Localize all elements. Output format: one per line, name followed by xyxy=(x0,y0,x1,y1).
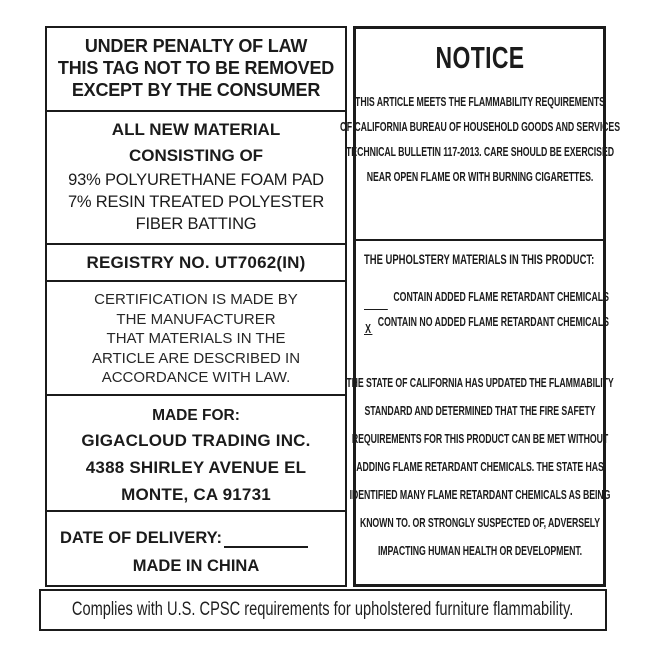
state-paragraph xyxy=(333,369,627,565)
footer-text: Complies with U.S. CPSC requirements for upholstered furniture flammability. xyxy=(72,599,574,620)
materials-content-line: FIBER BATTING xyxy=(135,215,257,233)
footer-bar xyxy=(39,589,607,631)
flame-option-mark-blank: X xyxy=(364,317,372,335)
made-for-line: GIGACLOUD TRADING INC. xyxy=(81,431,311,450)
penalty-line: EXCEPT BY THE CONSUMER xyxy=(71,80,321,100)
state-line: KNOWN TO. OR STRONGLY SUSPECTED OF, ADVERSELY xyxy=(359,516,600,530)
made-for-section xyxy=(47,396,345,512)
notice-line: THIS ARTICLE MEETS THE FLAMMABILITY REQUIREMENTS xyxy=(354,95,605,109)
notice-section xyxy=(339,29,620,241)
right-panel xyxy=(339,26,620,587)
certification-section xyxy=(47,282,345,396)
upholstery-heading: THE UPHOLSTERY MATERIALS IN THIS PRODUCT: xyxy=(364,252,595,267)
made-for-line: 4388 SHIRLEY AVENUE EL xyxy=(85,458,307,477)
made-for-heading: MADE FOR: xyxy=(152,407,240,424)
certification-line: CERTIFICATION IS MADE BY xyxy=(94,291,298,308)
state-line: REQUIREMENTS FOR THIS PRODUCT CAN BE MET WITHOUT xyxy=(351,432,608,446)
notice-title: NOTICE xyxy=(435,40,524,75)
state-line: THE STATE OF CALIFORNIA HAS UPDATED THE FLAMMABILITY xyxy=(345,376,614,390)
registry-number: REGISTRY NO. UT7062(IN) xyxy=(86,252,306,272)
certification-line: THE MANUFACTURER xyxy=(116,310,276,328)
notice-paragraph xyxy=(333,90,627,190)
materials-heading-line: CONSISTING OF xyxy=(128,146,264,165)
materials-section xyxy=(47,112,345,245)
materials-content-line: 7% RESIN TREATED POLYESTER xyxy=(67,193,325,211)
flame-option-text: CONTAIN NO ADDED FLAME RETARDANT CHEMICALS xyxy=(377,315,609,329)
delivery-section xyxy=(47,512,345,585)
made-in-text: MADE IN CHINA xyxy=(132,557,260,575)
state-line: ADDING FLAME RETARDANT CHEMICALS. THE STATE HAS xyxy=(355,460,604,474)
state-line: STANDARD AND DETERMINED THAT THE FIRE SAFETY xyxy=(363,404,596,418)
materials-heading-line: ALL NEW MATERIAL xyxy=(111,120,281,139)
registry-section xyxy=(47,245,345,282)
delivery-date-label: DATE OF DELIVERY: xyxy=(60,529,222,547)
flame-option-row xyxy=(364,310,609,335)
state-line: IMPACTING HUMAN HEALTH OR DEVELOPMENT. xyxy=(377,544,582,558)
penalty-section xyxy=(47,28,345,112)
penalty-line: THIS TAG NOT TO BE REMOVED xyxy=(57,58,335,78)
notice-line: TECHNICAL BULLETIN 117-2013. CARE SHOULD BE EXERCISED xyxy=(345,145,614,159)
certification-line: ARTICLE ARE DESCRIBED IN xyxy=(91,349,301,367)
state-line: IDENTIFIED MANY FLAME RETARDANT CHEMICALS AS BEING xyxy=(349,488,610,502)
certification-line: ACCORDANCE WITH LAW. xyxy=(101,369,291,386)
penalty-line: UNDER PENALTY OF LAW xyxy=(84,36,308,56)
flame-option-text: CONTAIN ADDED FLAME RETARDANT CHEMICALS xyxy=(393,290,609,304)
certification-line: THAT MATERIALS IN THE xyxy=(106,330,286,347)
notice-line: NEAR OPEN FLAME OR WITH BURNING CIGARETTES. xyxy=(366,170,593,184)
delivery-date-blank xyxy=(224,532,308,548)
flame-option-mark-blank xyxy=(364,292,388,310)
materials-content-line: 93% POLYURETHANE FOAM PAD xyxy=(68,171,324,189)
notice-line: OF CALIFORNIA BUREAU OF HOUSEHOLD GOODS AND SERVICES xyxy=(339,120,620,134)
left-panel xyxy=(45,26,347,587)
flame-option-row xyxy=(364,285,609,310)
made-for-line: MONTE, CA 91731 xyxy=(121,485,271,504)
upholstery-section xyxy=(345,241,614,584)
